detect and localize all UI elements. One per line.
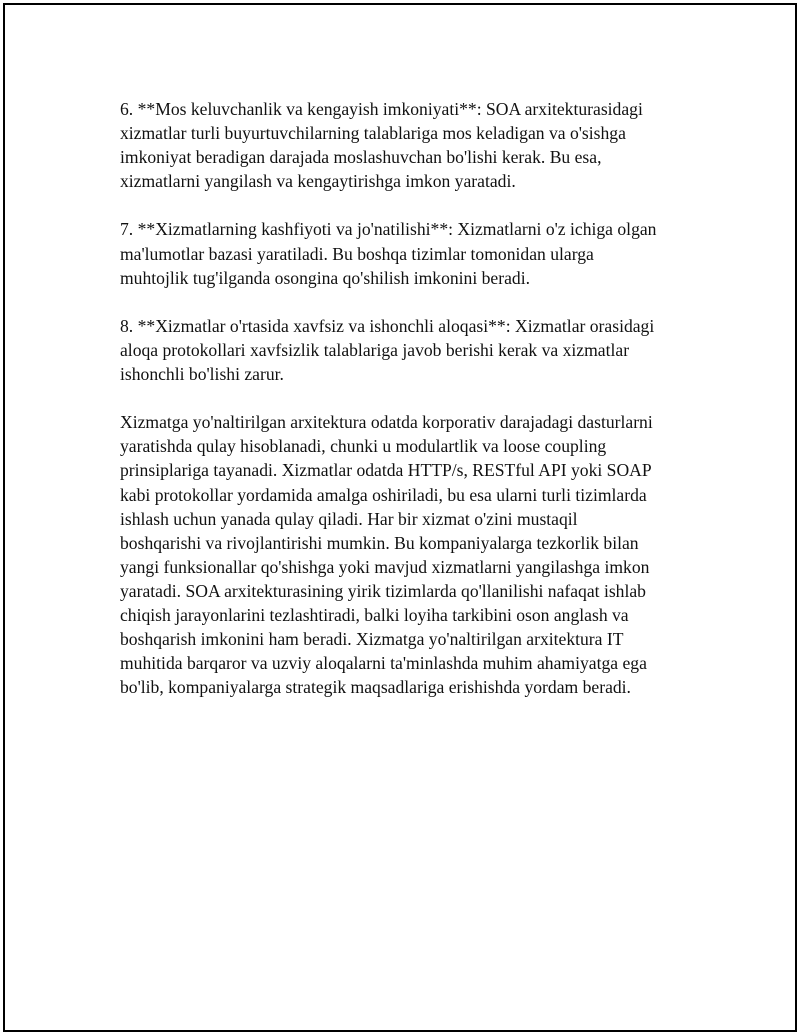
paragraph-item-6: 6. **Mos keluvchanlik va kengayish imkoniyati**: SOA arxitekturasidagi xizmatlar turli buyurtuvchilarning talablariga mos keladigan va o'sishga imkoniyat beradigan darajada moslashuvchan bo'lishi kerak. Bu esa, xizmatlarni yangilash va kengaytirishga imkon yaratadi.: [120, 99, 643, 192]
paragraph-item-7: 7. **Xizmatlarning kashfiyoti va jo'natilishi**: Xizmatlarni o'z ichiga olgan ma'lumotlar bazasi yaratiladi. Bu boshqa tizimlar tomonidan ularga muhtojlik tug'ilganda osongina qo'shilish imkonini beradi.: [120, 219, 657, 288]
paragraph-summary: Xizmatga yo'naltirilgan arxitektura odatda korporativ darajadagi dasturlarni yaratishda qulay hisoblanadi, chunki u modulartlik va loose coupling prinsiplariga tayanadi. Xizmatlar odatda HTTP/s, RESTful API yoki SOAP kabi protokollar yordamida amalga oshiriladi, bu esa ularni turli tizimlarda ishlash uchun yanada qulay qiladi. Har bir xizmat o'zini mustaqil boshqarishi va rivojlantirishi mumkin. Bu kompaniyalarga tezkorlik bilan yangi funksionallar qo'shishga yoki mavjud xizmatlarni yangilashga imkon yaratadi. SOA arxitekturasining yirik tizimlarda qo'llanilishi nafaqat ishlab chiqish jarayonlarini tezlashtiradi, balki loyiha tarkibini oson anglash va boshqarish imkonini ham beradi. Xizmatga yo'naltirilgan arxitektura IT muhitida barqaror va uzviy aloqalarni ta'minlashda muhim ahamiyatga ega bo'lib, kompaniyalarga strategik maqsadlariga erishishda yordam beradi.: [120, 412, 653, 698]
document-body: [120, 97, 690, 723]
document-page: [3, 3, 797, 1032]
paragraph-item-8: 8. **Xizmatlar o'rtasida xavfsiz va ishonchli aloqasi**: Xizmatlar orasidagi aloqa protokollari xavfsizlik talablariga javob berishi kerak va xizmatlar ishonchli bo'lishi zarur.: [120, 315, 655, 385]
